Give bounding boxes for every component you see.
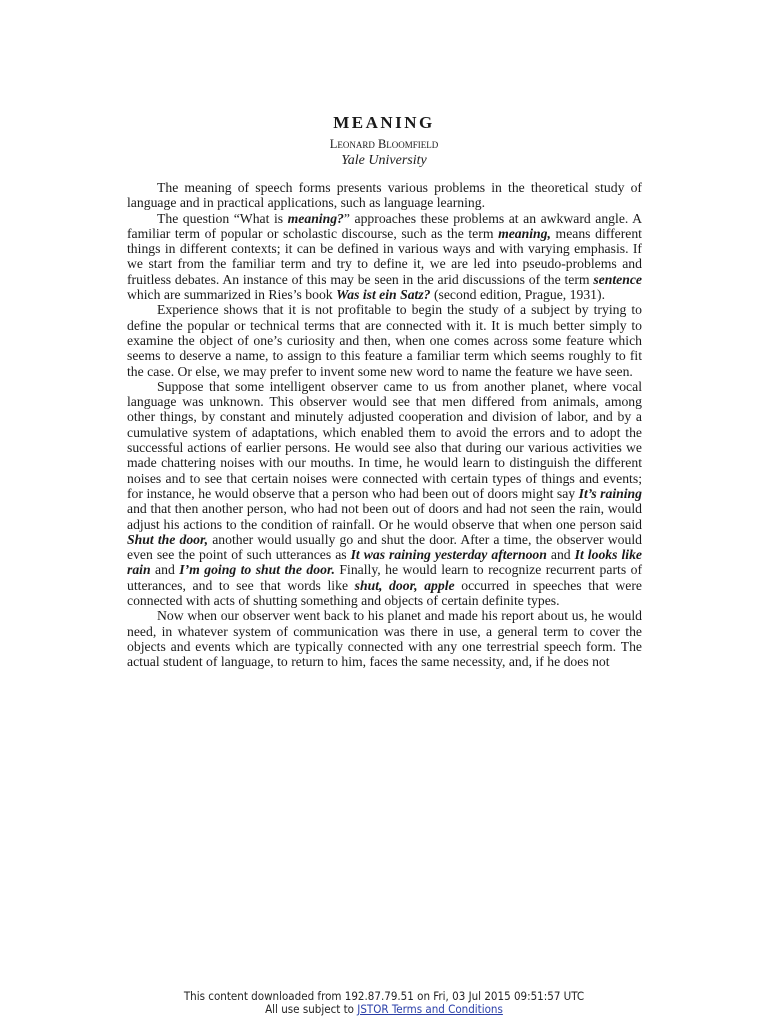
paragraph: Experience shows that it is not profitable to begin the study of a subject by trying to define the popular or technical terms that are connected with it. It is much better simply to examine the object of one’s curiosity and then, when one comes across some feature which seems to deserve a name, to assign to this feature a familiar term which seems roughly to fit the case. Or else, we may prefer to invent some new word to name the feature we have seen. — [127, 302, 642, 379]
paragraph: The question “What is meaning?” approaches these problems at an awkward angle. A familiar term of popular or scholastic discourse, such as the term meaning, means different things in different contexts; it can be defined in various ways and with varying emphasis. If we start from the familiar term and try to define it, we are led into pseudo-problems and fruitless debates. An instance of this may be seen in the arid discussions of the term sentence which are summarized in Ries’s book Was ist ein Satz? (second edition, Prague, 1931). — [127, 210, 642, 303]
jstor-terms-link[interactable]: JSTOR Terms and Conditions — [357, 1002, 503, 1016]
article-author: Leonard Bloomfield — [329, 137, 439, 151]
terms-line — [0, 1003, 768, 1016]
emphasized-term: Shut the door, — [127, 531, 209, 547]
emphasized-term: sentence — [593, 271, 642, 287]
terms-prefix: All use subject to — [265, 1002, 358, 1016]
article-title: MEANING — [333, 113, 435, 132]
emphasized-term: It looks like rain — [127, 547, 642, 578]
author-affiliation: Yale University — [341, 153, 427, 168]
paragraph: Now when our observer went back to his planet and made his report about us, he would need, in whatever system of communication was there in use, a general term to cover the objects and events which are typically connected with any one terrestrial speech form. The actual student of language, to return to him, faces the same necessity, and, if he does not — [127, 608, 642, 670]
emphasized-term: It was raining yesterday afternoon — [350, 547, 547, 563]
emphasized-term: I’m going to shut the door. — [179, 562, 335, 578]
paragraph: The meaning of speech forms presents various problems in the theoretical study of language and in practical applications, such as language learning. — [127, 180, 642, 211]
paragraph: Suppose that some intelligent observer came to us from another planet, where vocal language was unknown. This observer would see that men differed from animals, among other things, by constant and minutely adjusted cooperation and division of labor, and by a cumulative system of adaptations, which enabled them to avoid the errors and to adopt the successful actions of earlier persons. He would see also that during our various activities we made chattering noises with our mouths. In time, he would learn to distinguish the different noises and to see that certain noises were connected with certain types of things and events; for instance, he would observe that a person who had been out of doors might say It’s raining and that then another person, who had not been out of doors and had not seen the rain, would adjust his actions to the condition of rainfall. Or he would observe that when one person said Shut the door, another would usually go and shut the door. After a time, the observer would even see the point of such utterances as It was raining yesterday afternoon and It looks like rain and I’m going to shut the door. Finally, he would learn to recognize recurrent parts of utterances, and to see that words like shut, door, apple occurred in speeches that were connected with acts of shutting something and objects of certain definite types. — [127, 378, 643, 609]
emphasized-term: It’s raining — [578, 485, 642, 501]
emphasized-term: shut, door, apple — [354, 577, 455, 593]
emphasized-term: meaning, — [498, 225, 551, 241]
emphasized-term: meaning? — [287, 210, 344, 226]
download-info: This content downloaded from 192.87.79.51 on Fri, 03 Jul 2015 09:51:57 UTC — [183, 989, 585, 1003]
emphasized-term: Was ist ein Satz? — [336, 287, 431, 303]
download-notice — [0, 990, 768, 1016]
article-body — [127, 180, 642, 670]
